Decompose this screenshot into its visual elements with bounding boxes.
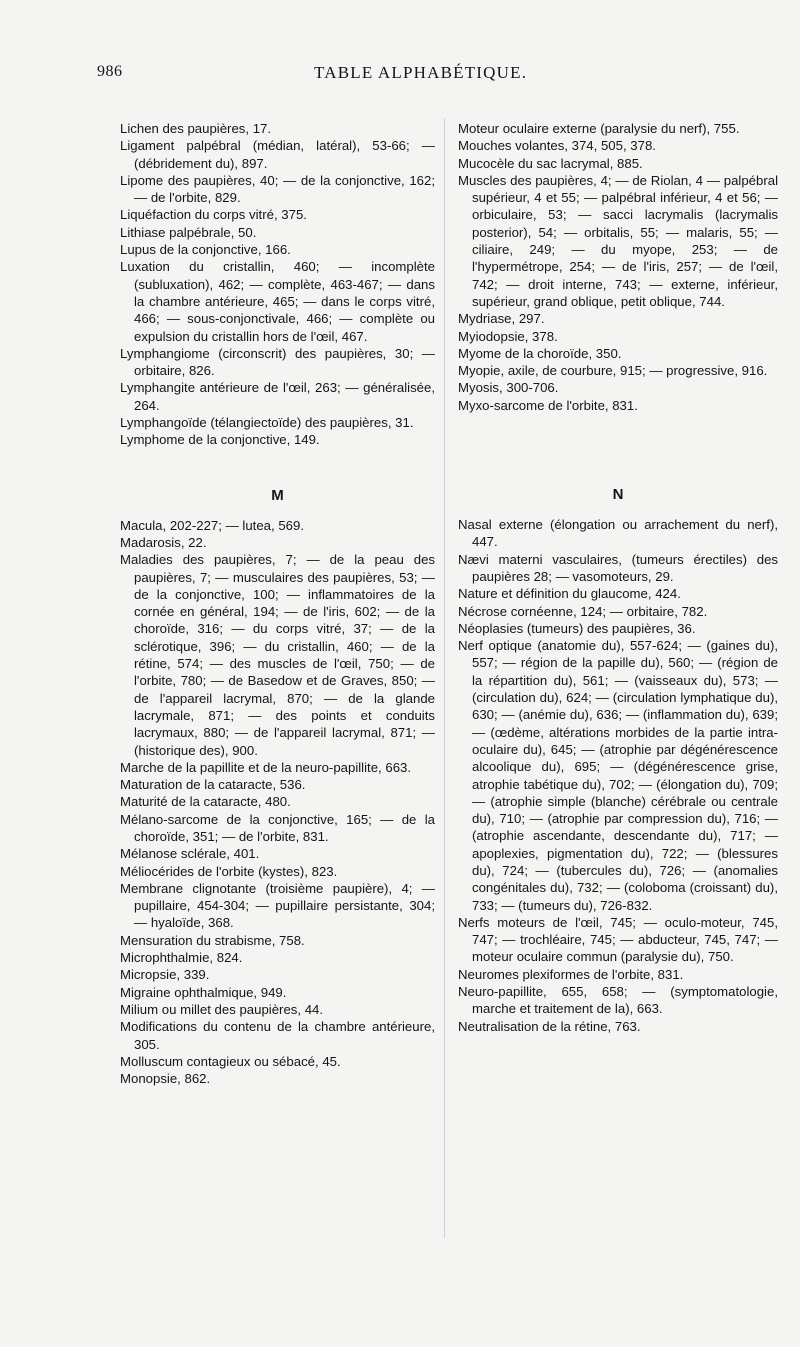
section-gap: [120, 449, 435, 485]
entries-l: [120, 120, 435, 449]
index-entry: Lupus de la conjonctive, 166.: [120, 242, 291, 258]
index-entry: Lipome des paupières, 40; — de la conjonctive, 162; — de l'orbite, 829.: [120, 172, 435, 206]
page-header: [0, 63, 800, 91]
right-column: [458, 120, 778, 1035]
index-entry: Micropsie, 339.: [120, 967, 210, 983]
index-entry: Nerfs moteurs de l'œil, 745; — oculo-moteur, 745, 747; — trochléaire, 745; — abducteur, 745, 747; — moteur oculaire commun (paralysie du), 750.: [458, 914, 778, 965]
index-entry: Myxo-sarcome de l'orbite, 831.: [458, 397, 638, 413]
index-entry: Membrane clignotante (troisième paupière), 4; — pupillaire, 454-304; — pupillaire persistante, 304; — hyaloïde, 368.: [120, 880, 435, 931]
index-entry: Neutralisation de la rétine, 763.: [458, 1018, 641, 1034]
index-entry: Lichen des paupières, 17.: [120, 121, 272, 136]
index-entry: Moteur oculaire externe (paralysie du nerf), 755.: [458, 121, 740, 136]
index-entry: Mouches volantes, 374, 505, 378.: [458, 138, 656, 154]
index-entry: Mélano-sarcome de la conjonctive, 165; — de la choroïde, 351; — de l'orbite, 831.: [120, 811, 435, 844]
index-entry: Lymphangite antérieure de l'œil, 263; — généralisée, 264.: [120, 380, 435, 413]
index-entry: Nécrose cornéenne, 124; — orbitaire, 782.: [458, 603, 708, 619]
index-entry: Neuro-papillite, 655, 658; — (symptomatologie, marche et traitement de la), 663.: [458, 984, 778, 1017]
index-entry: Myome de la choroïde, 350.: [458, 345, 622, 361]
index-entry: Mydriase, 297.: [458, 311, 545, 327]
index-entry: Madarosis, 22.: [120, 534, 207, 550]
index-entry: Lymphome de la conjonctive, 149.: [120, 432, 320, 448]
index-entry: Maladies des paupières, 7; — de la peau des paupières, 7; — musculaires des paupières, 53; — de la conjonctive, 100; — inflammatoires de la cornée en général, 194; — de l'iris, 602; — de la choroïde, 316; — du corps vitré, 37; — de la sclérotique, 396; — du cristallin, 460; — de la rétine, 574; — des muscles de l'œil, 750; — de l'orbite, 780; — de Basedow et de Graves, 850; — de l'appareil lacrymal, 870; — de la glande lacrymale, 871; — des points et conduits lacrymaux, 880; — de l'appareil lacrymal, 871; — (historique des), 900.: [120, 552, 435, 758]
index-entry: Nasal externe (élongation ou arrachement du nerf), 447.: [458, 517, 778, 550]
index-entry: Maturation de la cataracte, 536.: [120, 777, 306, 793]
index-entry: Modifications du contenu de la chambre antérieure, 305.: [120, 1019, 435, 1052]
page-number: 986: [97, 63, 123, 80]
index-entry: Lithiase palpébrale, 50.: [120, 224, 257, 240]
entries-m: [120, 517, 435, 1088]
index-entry: Myopie, axile, de courbure, 915; — progressive, 916.: [458, 363, 768, 379]
index-entry: Microphthalmie, 824.: [120, 950, 243, 966]
index-entry: Neuromes plexiformes de l'orbite, 831.: [458, 966, 684, 982]
index-entry: Milium ou millet des paupières, 44.: [120, 1001, 324, 1017]
column-divider: [444, 118, 445, 1238]
index-entry: Nerf optique (anatomie du), 557-624; — (gaines du), 557; — région de la papille du), 560; — (région de la répartition du), 561; — (vaisseaux du), 573; — (circulation du), 624; — (circulation lymphatique du), 630; — (anémie du), 636; — (inflammation du), 639; — (œdème, altérations morbides de la partie intra-oculaire du), 645; — (atrophie par dégénérescence alcoolique du), 695; — (dégénérescence grise, atrophie tabétique du), 702; — (élongation du), 709; — (atrophie simple (blanche) cérébrale ou centrale du), 710; — (atrophie par compression du), 716; — (atrophie ascendante, descendante du), 717; — apoplexies, pigmentation du), 722; — (blessures du), 724; — (tubercules du), 726; — (anomalies congénitales du), 732; — (coloboma (croissant) du), 733; — (tumeurs du), 726-832.: [458, 638, 778, 913]
index-entry: Migraine ophthalmique, 949.: [120, 984, 287, 1000]
index-entry: Lymphangiome (circonscrit) des paupières, 30; — orbitaire, 826.: [120, 345, 435, 379]
index-entry: Marche de la papillite et de la neuro-papillite, 663.: [120, 759, 412, 775]
index-entry: Néoplasies (tumeurs) des paupières, 36.: [458, 620, 696, 636]
section-letter-n: N: [612, 486, 624, 504]
index-entry: Monopsie, 862.: [120, 1071, 211, 1087]
index-entry: Méliocérides de l'orbite (kystes), 823.: [120, 863, 338, 879]
section-letter-m: M: [271, 486, 284, 504]
index-entry: Macula, 202-227; — lutea, 569.: [120, 517, 305, 533]
index-entry: Myiodopsie, 378.: [458, 328, 558, 344]
index-entry: Myosis, 300-706.: [458, 380, 559, 396]
left-column: [120, 120, 435, 1087]
running-title: TABLE ALPHABÉTIQUE.: [314, 63, 528, 82]
index-entry: Muscles des paupières, 4; — de Riolan, 4 — palpébral supérieur, 4 et 55; — palpébral inférieur, 4 et 56; — orbiculaire, 53; — sacci lacrymalis (lacrymalis posterior), 54; — orbitalis, 55; — malaris, 55; — ciliaire, 249; — du myope, 253; — de l'hypermétrope, 254; — de l'iris, 257; — de l'œil, 742; — droit interne, 743; — externe, inférieur, supérieur, grand oblique, petit oblique, 744.: [458, 172, 778, 309]
index-entry: Lymphangoïde (télangiectoïde) des paupières, 31.: [120, 415, 414, 431]
index-entry: Ligament palpébral (médian, latéral), 53-66; — (débridement du), 897.: [120, 138, 435, 171]
index-entry: Maturité de la cataracte, 480.: [120, 794, 291, 810]
index-entry: Mélanose sclérale, 401.: [120, 846, 260, 862]
index-entry: Mensuration du strabisme, 758.: [120, 932, 305, 948]
index-entry: Liquéfaction du corps vitré, 375.: [120, 207, 307, 223]
index-entry: Luxation du cristallin, 460; — incomplète (subluxation), 462; — complète, 463-467; — dans la chambre antérieure, 465; — dans le corps vitré, 466; — sous-conjonctivale, 466; — complète ou expulsion du cristallin hors de l'œil, 467.: [120, 259, 435, 344]
entries-m-continued: [458, 120, 778, 414]
entries-n: [458, 516, 778, 1035]
index-entry: Nature et définition du glaucome, 424.: [458, 586, 681, 602]
index-entry: Mucocèle du sac lacrymal, 885.: [458, 155, 643, 171]
index-entry: Molluscum contagieux ou sébacé, 45.: [120, 1053, 341, 1069]
index-entry: Nævi materni vasculaires, (tumeurs érectiles) des paupières 28; — vasomoteurs, 29.: [458, 551, 778, 584]
